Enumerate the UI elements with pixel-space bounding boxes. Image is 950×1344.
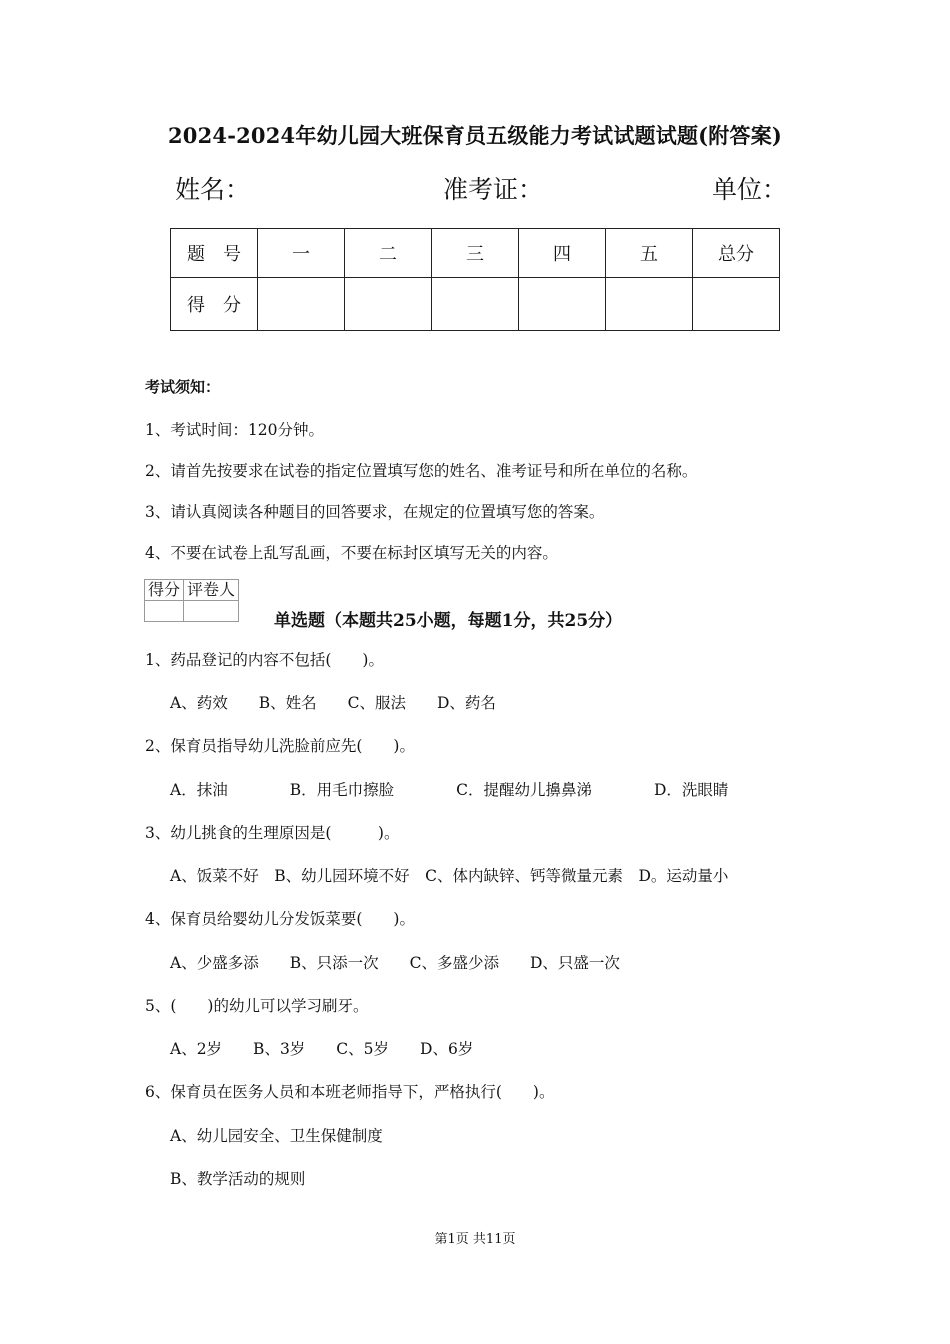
score-header-cell: 二: [345, 229, 432, 278]
notice-item: 4、不要在试卷上乱写乱画，不要在标封区填写无关的内容。: [145, 544, 558, 562]
score-cell[interactable]: [606, 278, 693, 331]
score-table: [170, 228, 780, 331]
score-cell[interactable]: [345, 278, 432, 331]
name-field-label: 姓名：: [175, 175, 251, 204]
question-stem: 6、保育员在医务人员和本班老师指导下，严格执行( )。: [145, 1083, 555, 1101]
score-cell[interactable]: [432, 278, 519, 331]
grader-box-grader-label: 评卷人: [184, 580, 239, 601]
notice-title: 考试须知：: [145, 378, 221, 396]
section-title: 单选题（本题共25小题，每题1分，共25分）: [274, 611, 623, 631]
score-table-score-row: [171, 278, 780, 331]
question-options: A．抹油 B．用毛巾擦脸 C．提醒幼儿擤鼻涕 D．洗眼睛: [170, 781, 729, 799]
score-row-label: 得 分: [171, 278, 258, 331]
question-options: A、少盛多添 B、只添一次 C、多盛少添 D、只盛一次: [170, 954, 620, 972]
score-header-cell: 题 号: [171, 229, 258, 278]
score-cell[interactable]: [693, 278, 780, 331]
notice-item: 1、考试时间：120分钟。: [145, 421, 324, 439]
notice-item: 2、请首先按要求在试卷的指定位置填写您的姓名、准考证号和所在单位的名称。: [145, 462, 698, 480]
question-option: B、教学活动的规则: [170, 1170, 306, 1188]
grader-box: [144, 579, 239, 622]
question-options: A、药效 B、姓名 C、服法 D、药名: [170, 694, 496, 712]
question-option: A、幼儿园安全、卫生保健制度: [170, 1127, 383, 1145]
score-cell[interactable]: [519, 278, 606, 331]
question-options: A、2岁 B、3岁 C、5岁 D、6岁: [170, 1040, 474, 1058]
score-header-cell: 一: [258, 229, 345, 278]
question-stem: 3、幼儿挑食的生理原因是( )。: [145, 824, 400, 842]
grader-box-score-label: 得分: [145, 580, 184, 601]
question-stem: 1、药品登记的内容不包括( )。: [145, 651, 384, 669]
unit-field-label: 单位：: [712, 175, 788, 204]
question-options: A、饭菜不好 B、幼儿园环境不好 C、体内缺锌、钙等微量元素 D。运动量小: [170, 867, 729, 885]
question-stem: 2、保育员指导幼儿洗脸前应先( )。: [145, 737, 415, 755]
question-stem: 5、( )的幼儿可以学习刷牙。: [145, 997, 369, 1015]
exam-number-field-label: 准考证：: [443, 175, 544, 204]
document-title: 2024-2024年幼儿园大班保育员五级能力考试试题试题(附答案): [167, 123, 783, 148]
grader-box-grader-cell[interactable]: [184, 601, 239, 622]
grader-box-score-cell[interactable]: [145, 601, 184, 622]
notice-item: 3、请认真阅读各种题目的回答要求，在规定的位置填写您的答案。: [145, 503, 605, 521]
score-header-cell: 四: [519, 229, 606, 278]
score-header-cell: 三: [432, 229, 519, 278]
question-stem: 4、保育员给婴幼儿分发饭菜要( )。: [145, 910, 415, 928]
score-header-cell: 五: [606, 229, 693, 278]
score-cell[interactable]: [258, 278, 345, 331]
score-table-header-row: [171, 229, 780, 278]
score-header-cell: 总分: [693, 229, 780, 278]
page-footer: 第1页 共11页: [434, 1232, 516, 1247]
